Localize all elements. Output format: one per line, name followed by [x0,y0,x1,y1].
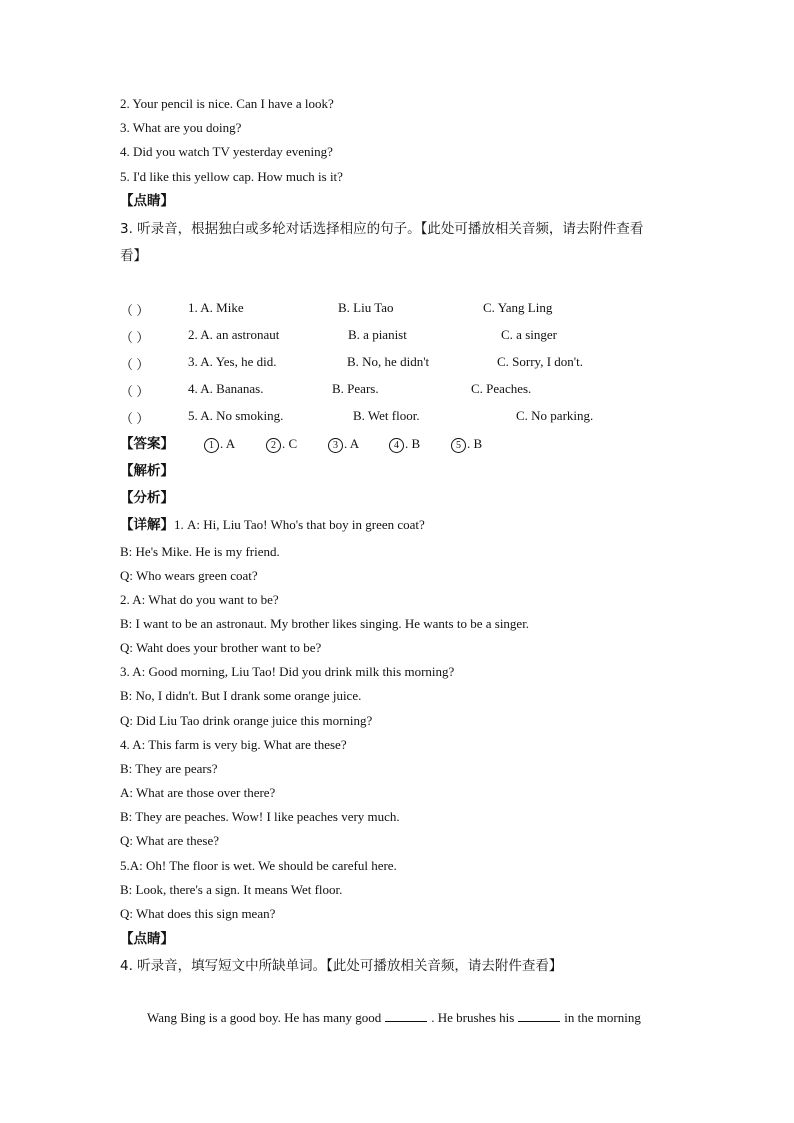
detail-line [120,517,425,533]
answer-5 [451,436,482,453]
q3-item-5-b: B. Wet floor. [353,408,420,423]
detail-line: Q: What does this sign mean? [120,906,276,921]
q3-item-5-a: 5. A. No smoking. [188,408,284,423]
detail-line: B: Look, there's a sign. It means Wet floor. [120,882,343,897]
q3-item-2-b: B. a pianist [348,327,407,342]
answer-2 [266,436,297,453]
passage-text: Wang Bing is a good boy. He has many good [147,1010,382,1025]
detail-line: B: I want to be an astronaut. My brother likes singing. He wants to be a singer. [120,616,530,631]
prev-item-4: 4. Did you watch TV yesterday evening? [120,144,333,159]
answer-value: . C [282,436,298,451]
dianjing-heading: 【点睛】 [120,931,174,947]
detail-text: 1. A: Hi, Liu Tao! Who's that boy in green coat? [174,517,425,532]
detail-line: Q: Who wears green coat? [120,568,258,583]
circled-number: 2 [266,438,281,453]
q4-title: 4. 听录音，填写短文中所缺单词。【此处可播放相关音频，请去附件查看】 [120,958,563,974]
q3-title: 3. 听录音，根据独白或多轮对话选择相应的句子。【此处可播放相关音频，请去附件查看 [120,221,644,237]
detail-line: B: No, I didn't. But I drank some orange juice. [120,688,362,703]
detail-line: 2. A: What do you want to be? [120,592,279,607]
fill-blank[interactable] [385,1010,427,1022]
q3-item-1-a: 1. A. Mike [188,300,244,315]
answer-paren: （ ） [120,411,150,426]
detail-line: Q: Waht does your brother want to be? [120,640,322,655]
answer-value: . A [344,436,360,451]
q3-title-cont: 看】 [120,248,147,264]
detail-label: 【详解】 [120,517,174,533]
detail-line: 3. A: Good morning, Liu Tao! Did you drink milk this morning? [120,664,455,679]
q3-item-4-b: B. Pears. [332,381,379,396]
answer-value: . B [405,436,421,451]
answer-paren: （ ） [120,384,150,399]
passage-text: in the morning [564,1010,641,1025]
circled-number: 5 [451,438,466,453]
detail-line: 4. A: This farm is very big. What are these? [120,737,347,752]
fenxi-heading: 【分析】 [120,490,174,506]
q3-item-3-c: C. Sorry, I don't. [497,354,583,369]
answer-label: 【答案】 [120,436,174,452]
circled-number: 3 [328,438,343,453]
detail-line: A: What are those over there? [120,785,276,800]
answer-value: . B [467,436,483,451]
q3-item-4-a: 4. A. Bananas. [188,381,264,396]
q3-item-3-b: B. No, he didn't [347,354,430,369]
answer-4 [389,436,420,453]
detail-line: B: They are peaches. Wow! I like peaches very much. [120,809,400,824]
q3-item-4-c: C. Peaches. [471,381,532,396]
q3-item-5-c: C. No parking. [516,408,594,423]
answer-paren: （ ） [120,303,150,318]
answer-paren: （ ） [120,357,150,372]
q3-item-3-a: 3. A. Yes, he did. [188,354,277,369]
q3-item-2-c: C. a singer [501,327,557,342]
q3-item-1-b: B. Liu Tao [338,300,394,315]
passage-text: . He brushes his [431,1010,515,1025]
detail-line: B: He's Mike. He is my friend. [120,544,280,559]
answer-paren: （ ） [120,330,150,345]
prev-item-3: 3. What are you doing? [120,120,242,135]
circled-number: 4 [389,438,404,453]
q3-item-1-c: C. Yang Ling [483,300,553,315]
jiexi-heading: 【解析】 [120,463,174,479]
detail-line: Q: What are these? [120,833,220,848]
prev-item-5: 5. I'd like this yellow cap. How much is it? [120,169,343,184]
prev-item-2: 2. Your pencil is nice. Can I have a look? [120,96,334,111]
q4-passage [147,1010,641,1026]
fill-blank[interactable] [518,1010,560,1022]
answer-value: . A [220,436,236,451]
detail-line: B: They are pears? [120,761,218,776]
circled-number: 1 [204,438,219,453]
dianjing-heading: 【点睛】 [120,193,174,209]
q3-item-2-a: 2. A. an astronaut [188,327,280,342]
detail-line: Q: Did Liu Tao drink orange juice this morning? [120,713,373,728]
answer-1 [204,436,235,453]
answer-3 [328,436,359,453]
detail-line: 5.A: Oh! The floor is wet. We should be careful here. [120,858,397,873]
